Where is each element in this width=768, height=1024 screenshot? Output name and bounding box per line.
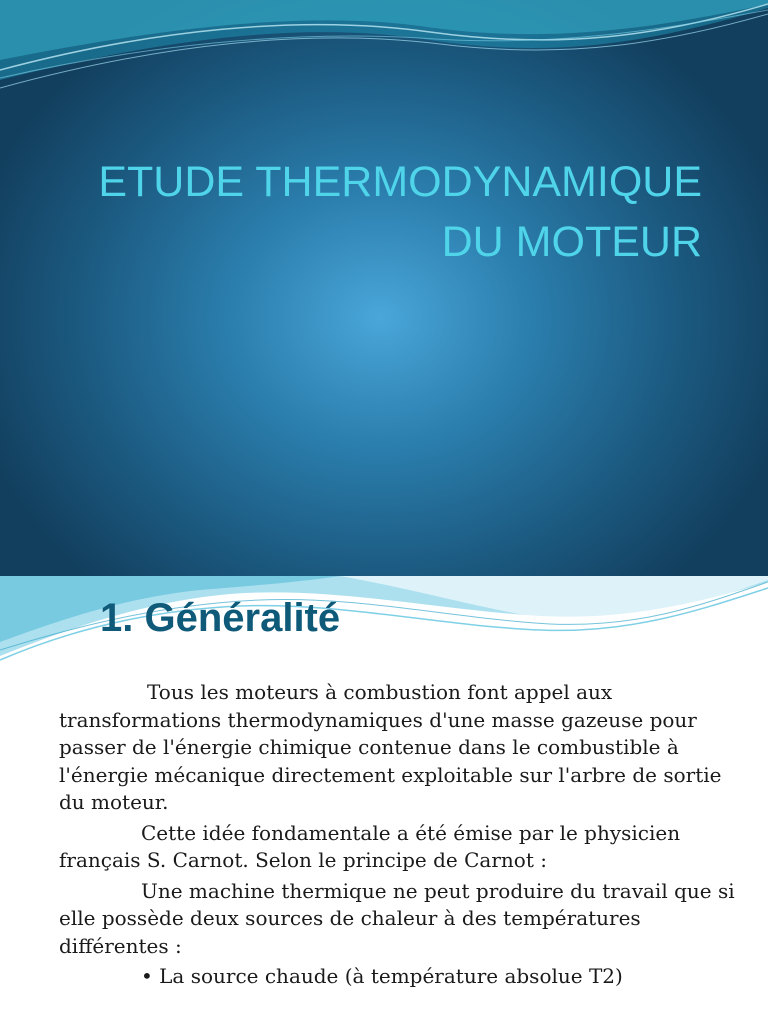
title-line-2: DU MOTEUR	[441, 218, 702, 266]
paragraph-3-text: Une machine thermique ne peut produire du travail que si elle possède deux sources de chaleur à des températures différentes :	[59, 878, 735, 958]
title-line-1: ETUDE THERMODYNAMIQUE	[98, 158, 702, 206]
top-wave-decoration	[0, 0, 768, 110]
slide-2-content	[0, 576, 768, 1024]
paragraph-1	[59, 679, 739, 817]
section-heading: 1. Généralité	[100, 596, 341, 640]
paragraph-1-text: Tous les moteurs à combustion font appel aux transformations thermodynamiques d'une masse gazeuse pour passer de l'énergie chimique contenue dans le combustible à l'énergie mécanique directement exploitable sur l'arbre de sortie du moteur.	[59, 680, 722, 814]
paragraph-2	[59, 820, 739, 875]
paragraph-3	[59, 878, 739, 961]
paragraph-2-text: Cette idée fondamentale a été émise par le physicien français S. Carnot. Selon le principe de Carnot :	[59, 820, 681, 872]
body-text	[59, 679, 739, 991]
bullet-hot-source: • La source chaude (à température absolue T2)	[141, 964, 623, 988]
